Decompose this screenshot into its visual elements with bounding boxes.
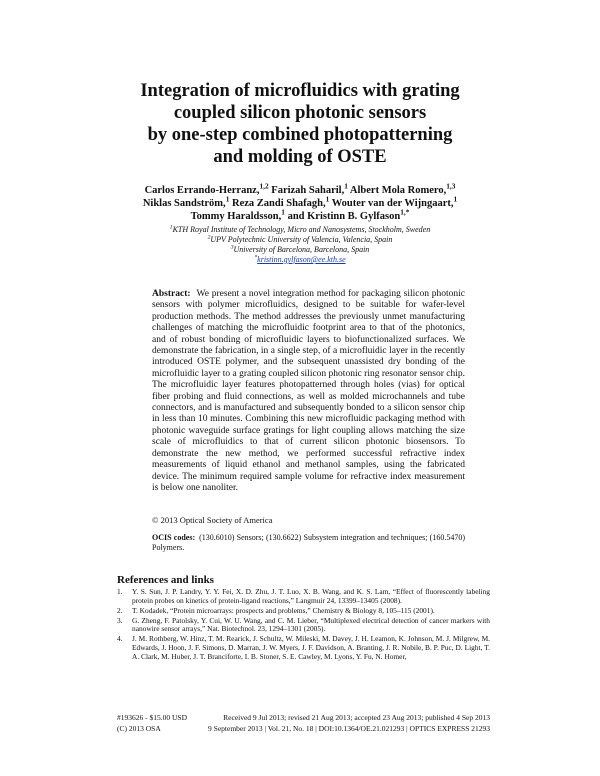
affiliation-sup: 3	[230, 244, 234, 251]
reference-text: J. M. Rothberg, W. Hinz, T. M. Rearick, J. Schultz, W. Mileski, M. Davey, J. H. Leamon, K. Johnson, M. J. Milgrew, M. Edwards, J. Hoon, J. F. Simons, D. Marran, J. W. Myers, J. F. Davidson, A. Branting, J. R. Nobile, B. P. Puc, D. Light, T. A. Clark, M. Huber, J. T. Branciforte, I. B. Stoner, S. E. Cawley, M. Lyons, Y. Fu, N. Homer,	[132, 634, 490, 661]
ocis-codes	[152, 533, 465, 553]
author-name: Wouter van der Wijngaart,	[329, 198, 454, 209]
author-sup: 1,*	[400, 207, 410, 217]
reference-item	[117, 617, 490, 634]
corresponding-email	[90, 255, 510, 265]
references-heading: References and links	[117, 574, 214, 586]
author-name: Reza Zandi Shafagh,	[229, 198, 326, 209]
title-line: coupled silicon photonic sensors	[173, 103, 427, 123]
footer-row	[117, 712, 490, 723]
footer-copyright: (C) 2013 OSA	[117, 724, 161, 733]
author-sup: 1,2	[259, 181, 269, 191]
footer-citation: 9 September 2013 | Vol. 21, No. 18 | DOI:10.1364/OE.21.021293 | OPTICS EXPRESS 21293	[208, 724, 490, 733]
abstract	[152, 289, 465, 494]
title-line: Integration of microfluidics with grating	[140, 81, 460, 101]
author-name: Niklas Sandström,	[142, 198, 226, 209]
footer-dates: Received 9 Jul 2013; revised 21 Aug 2013; accepted 23 Aug 2013; published 4 Sep 2013	[223, 713, 490, 722]
abstract-text: We present a novel integration method for packaging silicon photonic sensors with polymer microfluidics, designed to be suitable for wafer-level production methods. The method addresses the previously unmet manufacturing challenges of matching the microfluidic footprint area to that of the photonics, and of robust bonding of microfluidic layers to biofunctionalized surfaces. We demonstrate the fabrication, in a single step, of a microfluidic layer in the recently introduced OSTE polymer, and the subsequent unassisted dry bonding of the microfluidic layer to a grating coupled silicon photonic ring resonator sensor chip. The microfluidic layer features photopatterned through holes (vias) for optical fiber probing and fluid connections, as well as molded microchannels and tube connectors, and is manufactured and subsequently bonded to a silicon sensor chip in less than 10 minutes. Combining this new microfluidic packaging method with photonic waveguide surface gratings for light coupling allows matching the size scale of microfluidics to that of current silicon photonic biosensors. To demonstrate the new method, we performed successful refractive index measurements of liquid ethanol and methanol samples, using the fabricated device. The minimum required sample volume for refractive index measurement is below one nanoliter.	[152, 289, 465, 493]
title-line: by one-step combined photopatterning	[147, 125, 453, 145]
author-name: Tommy Haraldsson,	[190, 211, 282, 222]
reference-item	[117, 588, 490, 605]
author-sup: 1	[225, 194, 230, 204]
author-line	[90, 181, 510, 197]
reference-number: 1.	[117, 587, 123, 596]
reference-item	[117, 607, 490, 616]
affiliations	[90, 225, 510, 265]
author-name: Farizah Saharil,	[268, 185, 345, 196]
ocis-text: (130.6010) Sensors; (130.6622) Subsystem integration and techniques; (160.5470) Polymers.	[152, 533, 465, 552]
email-sup: *	[254, 254, 258, 261]
reference-number: 3.	[117, 615, 123, 625]
reference-text: Y. S. Sun, J. P. Landry, Y. Y. Fei, X. D. Zhu, J. T. Luo, X. B. Wang, and K. S. Lam, “Effect of fluorescently labeling protein probes on kinetics of protein-ligand reactions,” Langmuir 24, 13399–13405 (2008).	[132, 587, 490, 605]
footer-price: #193626 - $15.00 USD	[117, 713, 188, 722]
author-sup: 1	[325, 194, 330, 204]
author-name: Albert Mola Romero,	[347, 185, 447, 196]
footer-row	[117, 723, 490, 734]
author-line	[90, 194, 510, 210]
reference-text: G. Zheng, F. Patolsky, Y. Cui, W. U. Wang, and C. M. Lieber, “Multiplexed electrical detection of cancer markers with nanowire sensor arrays,” Nat. Biotechnol. 23, 1294–1301 (2005).	[132, 615, 490, 634]
reference-number: 4.	[117, 634, 123, 644]
affiliation	[90, 225, 510, 235]
affiliation	[90, 235, 510, 245]
author-sup: 1,3	[446, 181, 456, 191]
reference-list	[117, 588, 490, 663]
affiliation-sup: 2	[207, 234, 211, 241]
email-link[interactable]: kristinn.gylfason@ee.kth.se	[257, 255, 346, 264]
title-line: and molding of OSTE	[213, 147, 387, 167]
reference-item	[117, 635, 490, 661]
abstract-label: Abstract:	[152, 289, 191, 299]
page-footer	[117, 712, 490, 734]
author-sup: 1	[453, 194, 458, 204]
author-sup: 1	[344, 181, 348, 191]
author-name: Carlos Errando-Herranz,	[144, 185, 260, 196]
reference-text: T. Kodadek, “Protein microarrays: prospects and problems,” Chemistry & Biology 8, 105–115 (2001).	[132, 605, 435, 615]
affiliation-sup: 1	[169, 224, 173, 231]
author-line	[90, 207, 510, 223]
affiliation	[90, 245, 510, 255]
author-list	[90, 181, 510, 223]
paper-title	[60, 80, 540, 168]
ocis-label: OCIS codes:	[152, 533, 196, 542]
author-name: and Kristinn B. Gylfason	[284, 211, 401, 222]
copyright: © 2013 Optical Society of America	[152, 515, 273, 525]
affiliation-text: UPV Polytechnic University of Valencia, Valencia, Spain	[210, 235, 393, 244]
author-sup: 1	[281, 207, 285, 217]
affiliation-text: KTH Royal Institute of Technology, Micro and Nanosystems, Stockholm, Sweden	[172, 225, 431, 234]
affiliation-text: University of Barcelona, Barcelona, Spain	[233, 245, 370, 254]
reference-number: 2.	[117, 605, 123, 615]
